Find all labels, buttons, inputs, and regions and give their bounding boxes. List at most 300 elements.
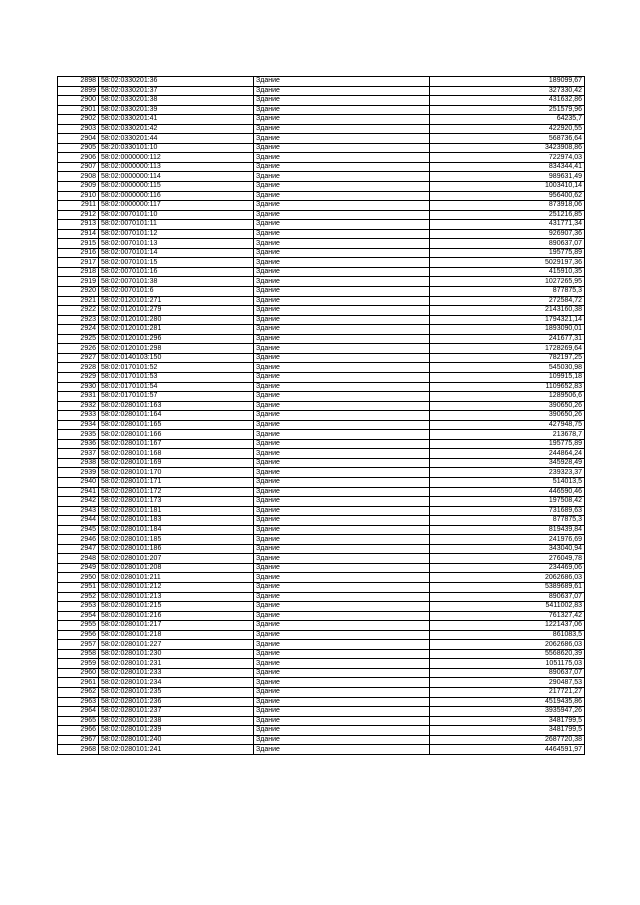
row-number: 2930: [58, 382, 99, 392]
row-number: 2902: [58, 115, 99, 125]
cadastral-number: 58:02:0140103:150: [99, 353, 254, 363]
row-number: 2913: [58, 220, 99, 230]
table-row: [58, 334, 585, 344]
object-type: Здание: [254, 439, 430, 449]
row-number: 2926: [58, 344, 99, 354]
cadastral-number: 58:02:0280101:213: [99, 592, 254, 602]
cadastral-number: 58:02:0070101:16: [99, 267, 254, 277]
cadastral-value: 782197,25: [430, 353, 585, 363]
object-type: Здание: [254, 287, 430, 297]
table-row: [58, 477, 585, 487]
object-type: Здание: [254, 449, 430, 459]
table-row: [58, 105, 585, 115]
cadastral-value: 290487,53: [430, 678, 585, 688]
object-type: Здание: [254, 525, 430, 535]
table-row: [58, 573, 585, 583]
table-row: [58, 86, 585, 96]
object-type: Здание: [254, 105, 430, 115]
table-row: [58, 592, 585, 602]
row-number: 2946: [58, 535, 99, 545]
row-number: 2914: [58, 229, 99, 239]
row-number: 2929: [58, 372, 99, 382]
cadastral-number: 58:02:0170101:54: [99, 382, 254, 392]
object-type: Здание: [254, 296, 430, 306]
table-row: [58, 745, 585, 755]
table-row: [58, 172, 585, 182]
row-number: 2958: [58, 649, 99, 659]
object-type: Здание: [254, 726, 430, 736]
cadastral-number: 58:02:0280101:215: [99, 602, 254, 612]
object-type: Здание: [254, 401, 430, 411]
table-row: [58, 325, 585, 335]
cadastral-number: 58:02:0280101:167: [99, 439, 254, 449]
row-number: 2907: [58, 162, 99, 172]
cadastral-value: 5389689,61: [430, 582, 585, 592]
cadastral-value: 390650,26: [430, 401, 585, 411]
object-type: Здание: [254, 477, 430, 487]
row-number: 2956: [58, 630, 99, 640]
row-number: 2935: [58, 430, 99, 440]
cadastral-value: 5029197,36: [430, 258, 585, 268]
cadastral-value: 109915,18: [430, 372, 585, 382]
cadastral-number: 58:02:0280101:166: [99, 430, 254, 440]
cadastral-value: 2143160,38: [430, 306, 585, 316]
object-type: Здание: [254, 497, 430, 507]
object-type: Здание: [254, 182, 430, 192]
cadastral-number: 58:02:0280101:238: [99, 716, 254, 726]
cadastral-number: 58:02:0000000:113: [99, 162, 254, 172]
object-type: Здание: [254, 172, 430, 182]
cadastral-number: 58:02:0120101:271: [99, 296, 254, 306]
table-row: [58, 554, 585, 564]
object-type: Здание: [254, 258, 430, 268]
table-row: [58, 497, 585, 507]
cadastral-number: 58:02:0280101:235: [99, 688, 254, 698]
table-row: [58, 191, 585, 201]
cadastral-value: 1051175,03: [430, 659, 585, 669]
object-type: Здание: [254, 382, 430, 392]
row-number: 2950: [58, 573, 99, 583]
cadastral-number: 58:02:0280101:227: [99, 640, 254, 650]
table-row: [58, 392, 585, 402]
object-type: Здание: [254, 325, 430, 335]
row-number: 2951: [58, 582, 99, 592]
object-type: Здание: [254, 392, 430, 402]
cadastral-number: 58:02:0280101:173: [99, 497, 254, 507]
cadastral-number: 58:02:0280101:181: [99, 506, 254, 516]
row-number: 2908: [58, 172, 99, 182]
object-type: Здание: [254, 516, 430, 526]
cadastral-value: 64235,7: [430, 115, 585, 125]
row-number: 2936: [58, 439, 99, 449]
object-type: Здание: [254, 563, 430, 573]
row-number: 2939: [58, 468, 99, 478]
row-number: 2948: [58, 554, 99, 564]
cadastral-value: 2687720,38: [430, 735, 585, 745]
cadastral-number: 58:02:0070101:15: [99, 258, 254, 268]
row-number: 2957: [58, 640, 99, 650]
table-row: [58, 430, 585, 440]
table-row: [58, 315, 585, 325]
object-type: Здание: [254, 248, 430, 258]
row-number: 2909: [58, 182, 99, 192]
row-number: 2918: [58, 267, 99, 277]
cadastral-number: 58:02:0280101:237: [99, 707, 254, 717]
cadastral-number: 58:02:0120101:279: [99, 306, 254, 316]
cadastral-value: 390650,26: [430, 411, 585, 421]
cadastral-number: 58:02:0070101:6: [99, 287, 254, 297]
table-row: [58, 449, 585, 459]
cadastral-value: 3481799,5: [430, 726, 585, 736]
cadastral-number: 58:02:0000000:116: [99, 191, 254, 201]
cadastral-number: 58:02:0280101:169: [99, 458, 254, 468]
table-row: [58, 363, 585, 373]
row-number: 2965: [58, 716, 99, 726]
object-type: Здание: [254, 506, 430, 516]
row-number: 2943: [58, 506, 99, 516]
cadastral-value: 956400,62: [430, 191, 585, 201]
cadastral-value: 213678,7: [430, 430, 585, 440]
cadastral-value: 890637,07: [430, 592, 585, 602]
object-type: Здание: [254, 372, 430, 382]
table-row: [58, 344, 585, 354]
table-row: [58, 201, 585, 211]
cadastral-number: 58:02:0170101:52: [99, 363, 254, 373]
table-row: [58, 688, 585, 698]
row-number: 2959: [58, 659, 99, 669]
table-row: [58, 611, 585, 621]
object-type: Здание: [254, 678, 430, 688]
table-row: [58, 77, 585, 87]
cadastral-value: 345928,49: [430, 458, 585, 468]
cadastral-value: 343040,94: [430, 544, 585, 554]
row-number: 2934: [58, 420, 99, 430]
object-type: Здание: [254, 535, 430, 545]
row-number: 2928: [58, 363, 99, 373]
cadastral-value: 251216,85: [430, 210, 585, 220]
object-type: Здание: [254, 487, 430, 497]
table-row: [58, 544, 585, 554]
table-row: [58, 124, 585, 134]
cadastral-number: 58:02:0330201:37: [99, 86, 254, 96]
cadastral-number: 58:02:0280101:208: [99, 563, 254, 573]
row-number: 2915: [58, 239, 99, 249]
object-type: Здание: [254, 745, 430, 755]
row-number: 2901: [58, 105, 99, 115]
table-row: [58, 649, 585, 659]
table-row: [58, 678, 585, 688]
object-type: Здание: [254, 153, 430, 163]
cadastral-value: 819439,84: [430, 525, 585, 535]
table-row: [58, 306, 585, 316]
table-row: [58, 582, 585, 592]
cadastral-value: 217721,27: [430, 688, 585, 698]
object-type: Здание: [254, 229, 430, 239]
table-row: [58, 239, 585, 249]
row-number: 2942: [58, 497, 99, 507]
cadastral-value: 877875,3: [430, 287, 585, 297]
cadastral-number: 58:02:0170101:57: [99, 392, 254, 402]
table-row: [58, 458, 585, 468]
cadastral-number: 58:02:0070101:11: [99, 220, 254, 230]
row-number: 2938: [58, 458, 99, 468]
cadastral-value: 1027265,95: [430, 277, 585, 287]
row-number: 2912: [58, 210, 99, 220]
row-number: 2966: [58, 726, 99, 736]
table-row: [58, 287, 585, 297]
row-number: 2933: [58, 411, 99, 421]
row-number: 2937: [58, 449, 99, 459]
table-row: [58, 735, 585, 745]
table-row: [58, 229, 585, 239]
row-number: 2925: [58, 334, 99, 344]
cadastral-number: 58:20:0330101:10: [99, 143, 254, 153]
cadastral-number: 58:02:0280101:212: [99, 582, 254, 592]
object-type: Здание: [254, 411, 430, 421]
cadastral-number: 58:02:0280101:164: [99, 411, 254, 421]
table-row: [58, 115, 585, 125]
object-type: Здание: [254, 707, 430, 717]
object-type: Здание: [254, 621, 430, 631]
object-type: Здание: [254, 544, 430, 554]
cadastral-number: 58:02:0280101:240: [99, 735, 254, 745]
cadastral-number: 58:02:0330201:42: [99, 124, 254, 134]
object-type: Здание: [254, 86, 430, 96]
cadastral-value: 1221437,06: [430, 621, 585, 631]
table-row: [58, 353, 585, 363]
cadastral-value: 422920,55: [430, 124, 585, 134]
row-number: 2949: [58, 563, 99, 573]
row-number: 2944: [58, 516, 99, 526]
object-type: Здание: [254, 688, 430, 698]
cadastral-value: 4519435,86: [430, 697, 585, 707]
cadastral-value: 877875,3: [430, 516, 585, 526]
table-row: [58, 487, 585, 497]
row-number: 2963: [58, 697, 99, 707]
cadastral-value: 761327,42: [430, 611, 585, 621]
object-type: Здание: [254, 430, 430, 440]
row-number: 2940: [58, 477, 99, 487]
cadastral-value: 195775,89: [430, 439, 585, 449]
row-number: 2964: [58, 707, 99, 717]
object-type: Здание: [254, 277, 430, 287]
row-number: 2932: [58, 401, 99, 411]
cadastral-value: 568736,64: [430, 134, 585, 144]
cadastral-number: 58:02:0280101:172: [99, 487, 254, 497]
table-row: [58, 248, 585, 258]
row-number: 2906: [58, 153, 99, 163]
object-type: Здание: [254, 630, 430, 640]
cadastral-value: 5568620,39: [430, 649, 585, 659]
row-number: 2923: [58, 315, 99, 325]
object-type: Здание: [254, 162, 430, 172]
cadastral-number: 58:02:0280101:183: [99, 516, 254, 526]
cadastral-number: 58:02:0000000:112: [99, 153, 254, 163]
cadastral-number: 58:02:0120101:280: [99, 315, 254, 325]
table-row: [58, 602, 585, 612]
object-type: Здание: [254, 115, 430, 125]
table-row: [58, 162, 585, 172]
cadastral-number: 58:02:0280101:184: [99, 525, 254, 535]
object-type: Здание: [254, 735, 430, 745]
object-type: Здание: [254, 649, 430, 659]
object-type: Здание: [254, 201, 430, 211]
cadastral-value: 276049,78: [430, 554, 585, 564]
cadastral-value: 514013,5: [430, 477, 585, 487]
cadastral-value: 3423908,86: [430, 143, 585, 153]
table-row: [58, 411, 585, 421]
cadastral-number: 58:02:0280101:168: [99, 449, 254, 459]
cadastral-value: 431771,34: [430, 220, 585, 230]
object-type: Здание: [254, 582, 430, 592]
row-number: 2954: [58, 611, 99, 621]
cadastral-value: 251579,96: [430, 105, 585, 115]
cadastral-number: 58:02:0000000:114: [99, 172, 254, 182]
table-row: [58, 220, 585, 230]
cadastral-number: 58:02:0070101:12: [99, 229, 254, 239]
object-type: Здание: [254, 659, 430, 669]
cadastral-value: 890637,07: [430, 239, 585, 249]
cadastral-number: 58:02:0280101:216: [99, 611, 254, 621]
cadastral-number: 58:02:0070101:14: [99, 248, 254, 258]
object-type: Здание: [254, 191, 430, 201]
cadastral-number: 58:02:0280101:211: [99, 573, 254, 583]
table-row: [58, 267, 585, 277]
cadastral-value: 2062686,03: [430, 640, 585, 650]
cadastral-value: 3481799,5: [430, 716, 585, 726]
table-row: [58, 516, 585, 526]
row-number: 2952: [58, 592, 99, 602]
row-number: 2904: [58, 134, 99, 144]
object-type: Здание: [254, 315, 430, 325]
row-number: 2899: [58, 86, 99, 96]
cadastral-value: 241976,69: [430, 535, 585, 545]
cadastral-number: 58:02:0280101:217: [99, 621, 254, 631]
cadastral-number: 58:02:0330201:36: [99, 77, 254, 87]
cadastral-value: 1289506,6: [430, 392, 585, 402]
table-row: [58, 372, 585, 382]
table-row: [58, 143, 585, 153]
cadastral-number: 58:02:0070101:13: [99, 239, 254, 249]
cadastral-value: 1794321,14: [430, 315, 585, 325]
table-row: [58, 525, 585, 535]
row-number: 2967: [58, 735, 99, 745]
table-row: [58, 659, 585, 669]
table-row: [58, 134, 585, 144]
cadastral-value: 431632,86: [430, 96, 585, 106]
row-number: 2968: [58, 745, 99, 755]
row-number: 2962: [58, 688, 99, 698]
cadastral-number: 58:02:0330201:41: [99, 115, 254, 125]
cadastral-number: 58:02:0070101:38: [99, 277, 254, 287]
cadastral-number: 58:02:0280101:230: [99, 649, 254, 659]
cadastral-value: 1109652,83: [430, 382, 585, 392]
row-number: 2916: [58, 248, 99, 258]
cadastral-value: 327330,42: [430, 86, 585, 96]
table-row: [58, 630, 585, 640]
object-type: Здание: [254, 210, 430, 220]
object-type: Здание: [254, 306, 430, 316]
cadastral-number: 58:02:0280101:185: [99, 535, 254, 545]
table-row: [58, 258, 585, 268]
object-type: Здание: [254, 668, 430, 678]
object-type: Здание: [254, 344, 430, 354]
cadastral-number: 58:02:0280101:233: [99, 668, 254, 678]
table-row: [58, 716, 585, 726]
row-number: 2919: [58, 277, 99, 287]
row-number: 2953: [58, 602, 99, 612]
cadastral-number: 58:02:0120101:296: [99, 334, 254, 344]
table-row: [58, 439, 585, 449]
table-row: [58, 296, 585, 306]
row-number: 2941: [58, 487, 99, 497]
row-number: 2911: [58, 201, 99, 211]
object-type: Здание: [254, 334, 430, 344]
cadastral-number: 58:02:0170101:53: [99, 372, 254, 382]
row-number: 2955: [58, 621, 99, 631]
cadastral-value: 1893090,01: [430, 325, 585, 335]
cadastral-number: 58:02:0330201:38: [99, 96, 254, 106]
cadastral-value: 926907,36: [430, 229, 585, 239]
table-row: [58, 726, 585, 736]
table-row: [58, 210, 585, 220]
row-number: 2931: [58, 392, 99, 402]
object-type: Здание: [254, 458, 430, 468]
cadastral-value: 545030,98: [430, 363, 585, 373]
cadastral-value: 4464591,97: [430, 745, 585, 755]
cadastral-value: 239323,37: [430, 468, 585, 478]
cadastral-number: 58:02:0280101:170: [99, 468, 254, 478]
cadastral-number: 58:02:0280101:241: [99, 745, 254, 755]
cadastral-value: 244864,24: [430, 449, 585, 459]
cadastral-value: 2062686,03: [430, 573, 585, 583]
row-number: 2927: [58, 353, 99, 363]
cadastral-value: 234469,06: [430, 563, 585, 573]
cadastral-value: 197508,42: [430, 497, 585, 507]
table-row: [58, 640, 585, 650]
object-type: Здание: [254, 640, 430, 650]
object-type: Здание: [254, 573, 430, 583]
cadastral-value: 427948,75: [430, 420, 585, 430]
row-number: 2961: [58, 678, 99, 688]
cadastral-value: 446590,46: [430, 487, 585, 497]
cadastral-number: 58:02:0280101:239: [99, 726, 254, 736]
cadastral-value: 241677,31: [430, 334, 585, 344]
cadastral-number: 58:02:0280101:165: [99, 420, 254, 430]
row-number: 2920: [58, 287, 99, 297]
row-number: 2924: [58, 325, 99, 335]
object-type: Здание: [254, 420, 430, 430]
object-type: Здание: [254, 77, 430, 87]
cadastral-number: 58:02:0280101:163: [99, 401, 254, 411]
row-number: 2947: [58, 544, 99, 554]
object-type: Здание: [254, 468, 430, 478]
row-number: 2903: [58, 124, 99, 134]
table-row: [58, 468, 585, 478]
object-type: Здание: [254, 611, 430, 621]
table-row: [58, 382, 585, 392]
object-type: Здание: [254, 96, 430, 106]
object-type: Здание: [254, 134, 430, 144]
cadastral-value: 731689,63: [430, 506, 585, 516]
object-type: Здание: [254, 143, 430, 153]
table-row: [58, 182, 585, 192]
cadastral-number: 58:02:0000000:115: [99, 182, 254, 192]
cadastral-value: 3935947,26: [430, 707, 585, 717]
cadastral-value: 272584,72: [430, 296, 585, 306]
table-row: [58, 506, 585, 516]
table-row: [58, 563, 585, 573]
